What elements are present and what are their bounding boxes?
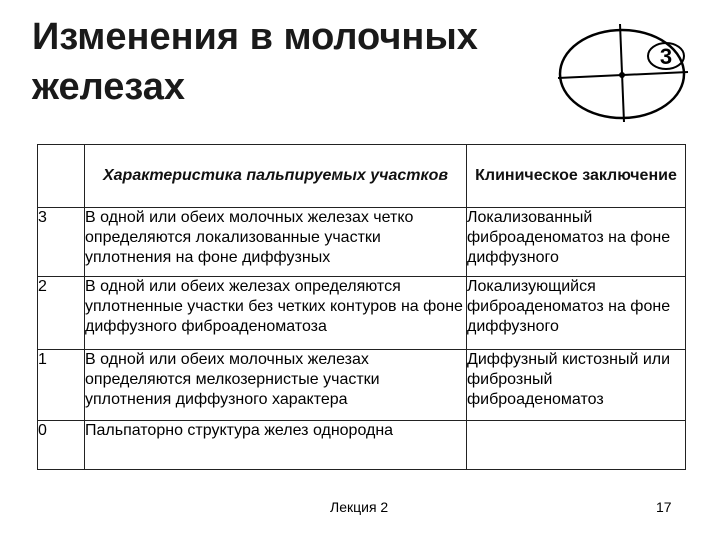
row-description: В одной или обеих молочных железах определяются мелкозернистые участки уплотнения диффузного характера [85,350,467,421]
footer-lecture-label: Лекция 2 [330,499,389,515]
sketch-center-dot [619,72,625,78]
row-description: В одной или обеих железах определяются уплотненные участки без четких контуров на фоне диффузного фиброаденоматоза [85,277,467,350]
header-score [38,145,85,208]
row-score: 3 [38,208,85,277]
table-row [38,350,686,421]
header-conclusion: Клиническое заключение [467,145,686,208]
slide-title-line2: железах [32,66,186,108]
table-header-row [38,145,686,208]
table-row [38,277,686,350]
row-score: 2 [38,277,85,350]
row-description: Пальпаторно структура желез однородна [85,421,467,470]
row-conclusion: Локализующийся фиброаденоматоз на фоне диффузного [467,277,686,350]
slide-title-line1: Изменения в молочных [32,16,478,58]
row-description: В одной или обеих молочных железах четко определяются локализованные участки уплотнения на фоне диффузных [85,208,467,277]
row-conclusion: Локализованный фиброаденоматоз на фоне диффузного [467,208,686,277]
row-score: 0 [38,421,85,470]
breast-quadrant-sketch [548,4,716,122]
assessment-table [37,144,686,470]
footer-page-number: 17 [656,499,672,515]
sketch-label: 3 [659,44,673,69]
table-row [38,421,686,470]
row-conclusion [467,421,686,470]
header-characteristics: Характеристика пальпируемых участков [85,145,467,208]
table-row [38,208,686,277]
row-conclusion: Диффузный кистозный или фиброзный фиброаденоматоз [467,350,686,421]
slide-title [32,12,562,112]
row-score: 1 [38,350,85,421]
